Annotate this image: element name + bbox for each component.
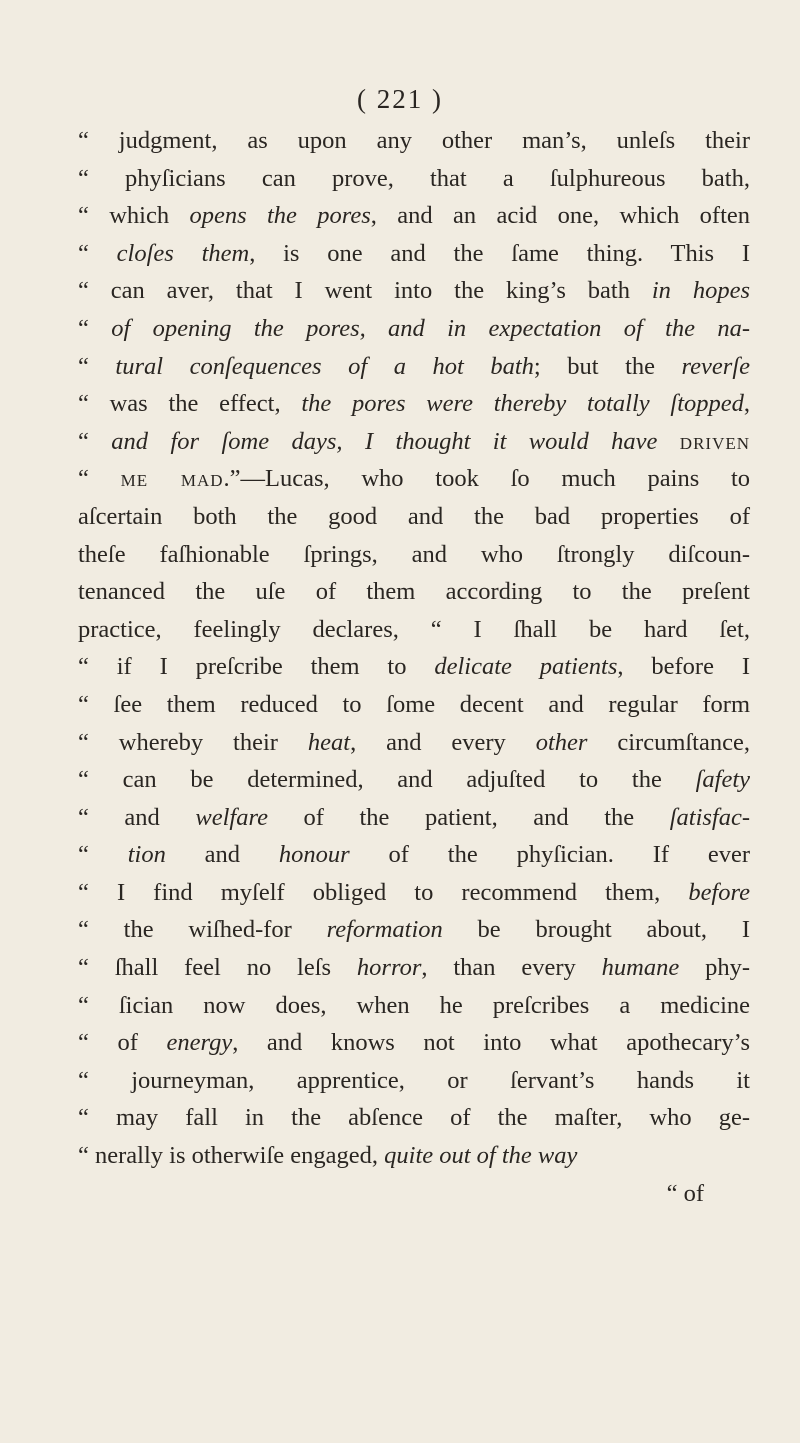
text-line bbox=[78, 648, 750, 686]
text-line bbox=[78, 911, 750, 949]
text-span: “ I find myſelf obliged to recommend them, bbox=[78, 878, 689, 906]
italic-span: and for ſome days, I thought it would have bbox=[111, 427, 658, 455]
italic-span: tion bbox=[127, 841, 166, 869]
text-line bbox=[78, 573, 750, 611]
text-span: “ bbox=[78, 841, 128, 869]
italic-span: reverſe bbox=[681, 352, 751, 380]
text-span: “ phyſicians can prove, that a ſulphureous bath, bbox=[78, 164, 750, 192]
text-line bbox=[78, 460, 750, 498]
text-span: practice, feelingly declares, “ I ſhall be hard ſet, bbox=[78, 615, 750, 643]
body-text bbox=[78, 122, 750, 1212]
text-span: “ ſhall feel no leſs bbox=[78, 954, 357, 982]
text-span: “ which bbox=[78, 202, 190, 230]
small-caps-span: driven bbox=[679, 427, 751, 455]
text-line bbox=[78, 1099, 750, 1137]
text-span: .”—Lucas, who took ſo much pains to bbox=[223, 465, 751, 493]
italic-span: ſatisfac- bbox=[669, 803, 750, 831]
text-span: “ bbox=[78, 427, 112, 455]
italic-span: reformation bbox=[326, 916, 443, 944]
text-line bbox=[78, 160, 750, 198]
text-span: “ judgment, as upon any other man’s, unleſs their bbox=[78, 127, 750, 154]
text-line bbox=[78, 385, 750, 423]
text-line bbox=[78, 724, 750, 762]
text-span: , and knows not into what apothecary’s bbox=[232, 1029, 750, 1057]
text-span: aſcertain both the good and the bad properties of bbox=[78, 502, 750, 530]
text-span: be brought about, I bbox=[442, 916, 750, 944]
text-line bbox=[78, 423, 750, 461]
text-span: “ ſician now does, when he preſcribes a medicine bbox=[78, 991, 750, 1019]
text-line bbox=[78, 348, 750, 386]
text-span: , is one and the ſame thing. This I bbox=[249, 239, 750, 267]
text-span: “ bbox=[78, 352, 116, 380]
text-span: “ whereby their bbox=[78, 728, 308, 756]
text-span: “ may fall in the abſence of the maſter, who ge- bbox=[78, 1104, 750, 1132]
text-span: circumſtance, bbox=[587, 728, 750, 756]
text-line bbox=[78, 272, 750, 310]
text-span: “ and bbox=[78, 803, 196, 831]
italic-span: tural conſequences of a hot bath bbox=[115, 352, 534, 380]
text-span: theſe faſhionable ſprings, and who ſtrongly diſcoun- bbox=[78, 540, 750, 568]
text-span: “ bbox=[78, 465, 121, 493]
text-span: , and every bbox=[350, 728, 536, 756]
text-span: “ of bbox=[78, 1029, 167, 1057]
text-span: of the phyſician. If ever bbox=[349, 841, 751, 869]
italic-span: cloſes them bbox=[116, 239, 250, 267]
italic-span: in hopes bbox=[651, 277, 750, 305]
text-line bbox=[78, 874, 750, 912]
text-span bbox=[657, 428, 679, 455]
text-line bbox=[78, 1062, 750, 1100]
text-span: “ can aver, that I went into the king’s bath bbox=[78, 277, 652, 305]
text-line bbox=[78, 611, 750, 649]
text-span: “ was the effect, bbox=[78, 390, 302, 418]
text-line bbox=[78, 310, 750, 348]
text-span: “ if I preſcribe them to bbox=[78, 653, 435, 681]
page-number: ( 221 ) bbox=[357, 84, 443, 114]
text-span: “ ſee them reduced to ſome decent and regular form bbox=[78, 690, 750, 718]
text-span: phy- bbox=[679, 954, 750, 982]
italic-span: quite out of the way bbox=[384, 1142, 578, 1170]
catchword: “ of bbox=[666, 1179, 704, 1207]
text-span: “ journeyman, apprentice, or ſervant’s hands it bbox=[78, 1066, 750, 1094]
italic-span: honour bbox=[278, 841, 350, 869]
text-line bbox=[78, 1137, 750, 1175]
italic-span: welfare bbox=[195, 803, 268, 831]
text-line bbox=[78, 235, 750, 273]
text-span: ; but the bbox=[533, 352, 682, 380]
text-span: , than every bbox=[421, 954, 602, 982]
text-line bbox=[78, 761, 750, 799]
text-span: “ nerally is otherwiſe engaged, bbox=[78, 1142, 385, 1170]
text-line bbox=[78, 836, 750, 874]
text-span: and bbox=[165, 841, 279, 869]
small-caps-span: me mad bbox=[120, 465, 224, 493]
text-line bbox=[78, 799, 750, 837]
text-span: “ bbox=[78, 314, 112, 342]
italic-span: the pores were thereby totally ſtopped bbox=[301, 390, 744, 418]
text-line bbox=[78, 498, 750, 536]
italic-span: energy bbox=[166, 1029, 233, 1057]
italic-span: opens the pores bbox=[189, 202, 371, 230]
text-line bbox=[78, 949, 750, 987]
text-span: “ can be determined, and adjuſted to the bbox=[78, 766, 696, 794]
text-line bbox=[78, 122, 750, 160]
italic-span: of opening the pores, and in expectation of the na- bbox=[111, 314, 751, 342]
text-span: , bbox=[743, 390, 751, 418]
text-span: , and an acid one, which often bbox=[370, 202, 751, 230]
text-span: , before I bbox=[617, 653, 750, 681]
italic-span: before bbox=[688, 878, 750, 906]
italic-span: horror bbox=[356, 954, 422, 982]
italic-span: ſafety bbox=[695, 766, 750, 794]
text-span: tenanced the uſe of them according to the preſent bbox=[78, 578, 750, 606]
text-line bbox=[78, 1024, 750, 1062]
text-span: of the patient, and the bbox=[267, 803, 670, 831]
italic-span: heat bbox=[307, 728, 351, 756]
text-line bbox=[78, 197, 750, 235]
text-line bbox=[78, 686, 750, 724]
text-line bbox=[78, 536, 750, 574]
italic-span: humane bbox=[601, 954, 680, 982]
text-line bbox=[78, 987, 750, 1025]
italic-span: other bbox=[535, 728, 588, 756]
text-span: “ bbox=[78, 239, 117, 267]
text-span: “ the wiſhed-for bbox=[78, 916, 327, 944]
italic-span: delicate patients bbox=[434, 653, 618, 681]
